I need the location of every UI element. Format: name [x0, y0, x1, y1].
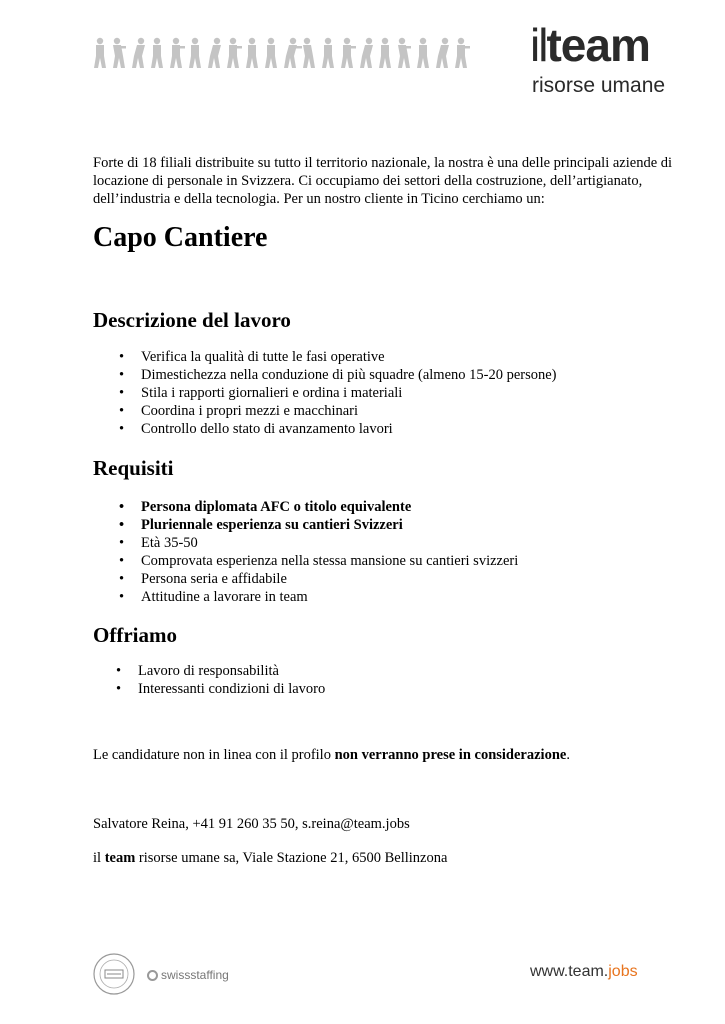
worker-silhouette-icon — [303, 38, 315, 68]
logo-prefix: il — [530, 19, 547, 71]
worker-silhouette-icon — [189, 38, 201, 68]
list-item: • Persona seria e affidabile — [141, 570, 518, 588]
worker-silhouette-icon — [246, 38, 258, 68]
list-item: • Interessanti condizioni di lavoro — [138, 680, 325, 698]
worker-silhouette-icon — [360, 38, 373, 68]
list-item: • Stila i rapporti giornalieri e ordina i materiali — [141, 384, 557, 402]
notice-text: Le candidature non in linea con il profilo — [93, 747, 335, 763]
worker-silhouette-icon — [227, 38, 242, 68]
job-title: Capo Cantiere — [93, 222, 268, 253]
worker-silhouette-icon — [208, 38, 221, 68]
company-logo — [530, 19, 690, 102]
worker-silhouette-icon — [170, 38, 185, 68]
list-item: • Dimestichezza nella conduzione di più squadre (almeno 15-20 persone) — [141, 366, 557, 384]
offer-list — [138, 662, 325, 698]
company-brand: team — [104, 850, 136, 866]
worker-silhouette-icon — [94, 38, 106, 68]
website-link[interactable] — [530, 963, 638, 981]
requirements-list — [141, 498, 518, 606]
list-item: • Verifica la qualità di tutte le fasi operative — [141, 348, 557, 366]
list-item: • Attitudine a lavorare in team — [141, 588, 518, 606]
notice-end: . — [566, 747, 570, 763]
worker-silhouette-icon — [398, 38, 411, 68]
worker-silhouette-icon — [132, 38, 145, 68]
list-item: • Età 35-50 — [141, 534, 518, 552]
worker-silhouette-icon — [265, 38, 277, 68]
list-item: • Coordina i propri mezzi e macchinari — [141, 402, 557, 420]
website-domain: www.team. — [530, 963, 609, 980]
notice-paragraph — [93, 746, 570, 764]
certification-seal-icon — [92, 952, 136, 996]
description-list — [141, 348, 557, 438]
logo-name: team — [546, 19, 650, 71]
worker-silhouette-icon — [322, 38, 334, 68]
swissstaffing-logo — [147, 968, 229, 984]
company-rest: risorse umane sa, Viale Stazione 21, 6500 Bellinzona — [135, 850, 448, 866]
description-heading: Descrizione del lavoro — [93, 308, 291, 332]
contact-line: Salvatore Reina, +41 91 260 35 50, s.reina@team.jobs — [93, 816, 410, 832]
company-address — [93, 849, 447, 867]
partner-name: swissstaffing — [161, 968, 229, 982]
swissstaffing-icon — [147, 970, 158, 981]
worker-silhouette-icon — [455, 38, 470, 68]
offer-heading: Offriamo — [93, 623, 177, 647]
logo-wordmark — [530, 19, 650, 71]
worker-silhouette-icon — [417, 38, 429, 68]
list-item: • Comprovata esperienza nella stessa mansione su cantieri svizzeri — [141, 552, 518, 570]
worker-silhouette-icon — [379, 38, 391, 68]
worker-silhouette-icon — [151, 38, 163, 68]
worker-silhouette-icon — [284, 38, 302, 68]
list-item: • Controllo dello stato di avanzamento lavori — [141, 420, 557, 438]
people-silhouettes-banner — [90, 36, 475, 70]
requirements-heading: Requisiti — [93, 456, 174, 480]
worker-silhouette-icon — [113, 38, 126, 68]
list-item: • Pluriennale esperienza su cantieri Svizzeri — [141, 516, 518, 534]
intro-paragraph: Forte di 18 filiali distribuite su tutto il territorio nazionale, la nostra è una delle principali aziende di locazione di personale in Svizzera. Ci occupiamo dei settori della costruzione, dell’artigianato, dell’industria e della tecnologia. Per un nostro cliente in Ticino cerchiamo un: — [93, 155, 673, 207]
list-item: • Lavoro di responsabilità — [138, 662, 325, 680]
list-item: • Persona diplomata AFC o titolo equivalente — [141, 498, 518, 516]
worker-silhouette-icon — [341, 38, 356, 68]
notice-bold: non verranno prese in considerazione — [334, 747, 567, 763]
company-prefix: il — [93, 850, 105, 866]
worker-silhouette-icon — [436, 38, 449, 68]
logo-subtitle: risorse umane — [532, 74, 666, 97]
website-tld: jobs — [608, 963, 638, 980]
